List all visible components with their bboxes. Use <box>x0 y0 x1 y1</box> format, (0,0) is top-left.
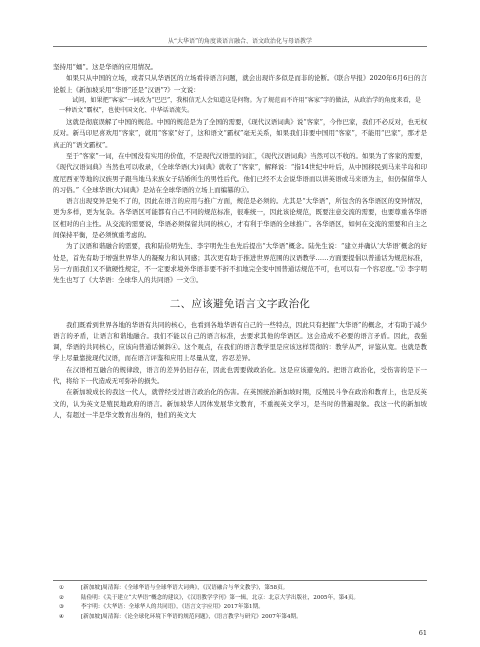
footnote <box>53 603 427 613</box>
footnote-mark: ② <box>59 594 65 601</box>
footnotes <box>53 580 427 622</box>
footnote-text: 李宇明：《大华语：全球华人的共同语》，《语言文字应用》2017年第1期。 <box>81 604 264 611</box>
paragraph: 这就是彻底误解了中国的规范。中国的规范是为了全国的需要，《现代汉语词典》说“客家”，今作巴家，我们不必反对，也无权反对。新马印尼喜欢用“客家”，就用“客家”好了，这和语文“霸权”毫无关系，如果我们非要中国用“客家”，不能用“巴家”，那才是真正的“语文霸权”。 <box>53 118 427 149</box>
paragraph: 在汉语相互融合的规律段，语言的差异仍旧存在，因此也需要做政治化。这是应该避免的。把语言政治化，受伤害的是下一代，将给下一代造成无可弥补的损失。 <box>53 365 427 386</box>
footnote-mark: ④ <box>59 613 65 620</box>
footnote <box>53 584 427 594</box>
paragraph: 为了汉语和谐融合的需要，我和陆俭明先生、李宇明先生也先后提出“大华语”概念。陆先生说：“建立并确认‘大华语’概念的好处是，首先有助于增强世界华人的凝聚力和认同感；其次更有助于推进世界范围的汉语教学……方面要提倡以普通话为规范标准，另一方面我们又不做硬性规定，不一定要求境外华语非要不折不扣地完全变中国普通话规范不可，也可以有一个容忍度。”② 李宇明先生也写了《大华语：全球华人的共同语》一文③。 <box>53 242 427 285</box>
footnote-mark: ③ <box>59 604 65 611</box>
footnote-mark: ① <box>59 585 65 591</box>
block-quote: 试问，如果把“客家”一词改为“巴巴”，我相信无人会知道这是何物。为了规范而不许用“客家”字的做法，从政治学的角度来看，是一种语文“霸权”，也使中国文化、中华话语流失。 <box>59 96 421 115</box>
page-number: 61 <box>418 629 427 637</box>
paragraph: 在新加坡成长的我这一代人，就曾经受过语言政治化的伤害。在英国统治新加坡时期，反殖民斗争在政治和教育上，也是反英文的，认为英文是殖民地政府的语言。新加坡华人因体发展华文教育，不重视英文学习，是当时的普遍现象。我这一代的新加坡人，有超过一半是华文教育出身的，他们的英文大 <box>53 388 427 419</box>
section-title: 二、应该避免语言文字政治化 <box>169 297 311 310</box>
paragraph: 语言出现变异是免不了的，因此在语言的应用与推广方面，规范是必须的。尤其是“大华语”，所包含的各华语区的变异情况，更为多样，更为复杂。各华语区可能都有自己不同的规范标准，很难统一，因此该论规范，既要注意交流的需要，也要尊重各华语区相对的自主性。从交流的需要说，华语必须保留共同的核心，才有利于华语的全球推广。各华语区，如何在交流的需要和自主之间保持平衡，是必须慎重考虑的。 <box>53 197 427 240</box>
body-text <box>53 62 427 421</box>
footnote <box>53 613 427 623</box>
paragraph: 至于“客家”一词，在中国没有实用的价值，不是现代汉语里的词汇，《现代汉语词典》当然可以不收的。如果为了客家的需要，《现代汉语词典》当然也可以收录，《全球华语(大)词典》就收了“客家”，解释说：“指14世纪中叶后，从中国移民到马来半岛和印度尼西亚等地的汉族男子跟当地马来族女子结婚所生的男性后代。他们已经不太会说华语而以讲英语或马来语为主，但仍保留华人的习俗。”《全球华语(大)词典》是站在全球华语的立场上而编纂的①。 <box>53 151 427 194</box>
footnote-text: 陆俭明：《关于建立“大华语”概念的建议》，《汉语教学学刊》第一辑，北京：北京大学出版社，2005年，第4页。 <box>81 594 360 601</box>
paragraph: 我们既看到世界各地的华语有共同的核心，也看到各地华语有自己的一些特点，因此只有把握“大华语”的概念，才有助于减少语言的矛盾，让语言和谐地融合。我们不能以自己的语言标准，去要求其他的华语区。这会造成不必要的语言矛盾。因此，我强调，华语的共同核心，应该向普通话倾斜④。这个观点，在我们的语言教学里是应该这样贯彻的：教学从严，评鉴从宽。也就是教学上尽量靠拢现代汉语，而在语言评鉴和应用上尽量从宽，容忍差异。 <box>53 320 427 363</box>
footnote <box>53 594 427 604</box>
running-head: 从“大华语”的角度谈语言融合、语文政治化与母语教学 <box>167 38 313 45</box>
paragraph: 坚持用“蛹”。这是华语的应用情况。 <box>53 63 158 71</box>
paragraph: 如果只从中国的立场，或者只从华语区的立场看待语言问题，就会出现许多似是而非的论断。《联合早报》2020年6月6日的言论版上《新加坡采用“华语”还是“汉语”?》一文说： <box>53 74 427 94</box>
footnote-text: [新加坡]周清海：《论全球化环境下华语的规范问题》，《语言教学与研究》2007年第4期。 <box>81 613 302 620</box>
footnote-text: [新加坡]周清海：《全球华语与全球华语大词典》，《汉语融合与华文教学》，第58页。 <box>81 585 289 591</box>
header-rule <box>53 46 427 47</box>
